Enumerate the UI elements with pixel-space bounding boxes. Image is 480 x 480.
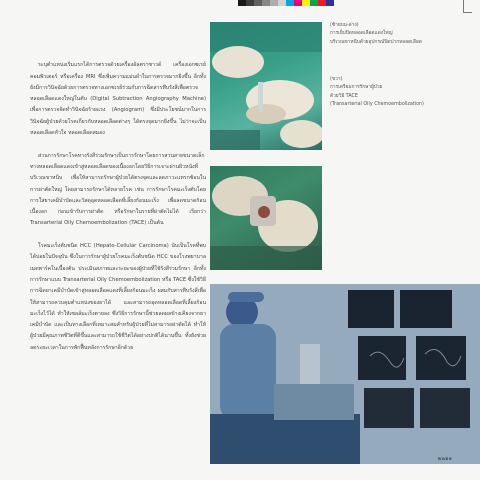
registration-swatch xyxy=(294,0,302,6)
article-body xyxy=(30,49,206,365)
registration-swatch xyxy=(310,0,318,6)
photo-closure-device xyxy=(210,166,322,270)
caption-bottom: (ขวา) การเตรียมการรักษาผู้ป่วย ด้วยวิธี TACE (Transarterial Oily Chemoembolization) xyxy=(330,77,424,108)
registration-swatch xyxy=(238,0,246,6)
registration-swatch xyxy=(262,0,270,6)
photo-angiography-room xyxy=(210,284,480,464)
registration-swatch xyxy=(246,0,254,6)
page-number: ๒๒๑๑ xyxy=(437,456,452,462)
registration-swatch xyxy=(318,0,326,6)
registration-swatch xyxy=(270,0,278,6)
body-paragraph-1: ระบุตำแหน่งเริ่มแรกได้การตรวจด้วยเครื่องอัลตราซาวด์ เครื่องเอกซเรย์คอมพิวเตอร์ หรือเครื่อง MRI ซึ่งเพิ่มความแม่นยำในการตรวจมากยิ่งขึ้น อีกทั้งยังมีการวินิจฉัยด้วยการตรวจทางเอกซเรย์ร่วมกับการฉีดสารทึบรังสีเพื่อตรวจหลอดเลือดแดงใหญ่ในตับ (Digital Subtraction Angiography Machine) เพื่อการตรวจจัดทำวินิจฉัยร้ายแรง (Angiogram) ซึ่งมีประโยชน์มากในการวินิจฉัยผู้ป่วยด้วยโรคเกี่ยวกับหลอดเลือดต่างๆ ได้ตรงจุดมากยิ่งขึ้น ไม่ว่าจะเป็นหลอดเลือดหัวใจ หลอดเลือดสมอง xyxy=(30,62,206,137)
registration-swatch xyxy=(278,0,286,6)
registration-swatch xyxy=(302,0,310,6)
registration-swatch xyxy=(326,0,334,6)
registration-swatch xyxy=(286,0,294,6)
registration-swatch xyxy=(254,0,262,6)
body-paragraph-2: ส่วนการรักษาโรคทางรังสีร่วมรักษาเป็นการรักษาโดยการสวนสายขนาดเล็กทางหลอดเลือดแดงเข้าสู่หลอดเลือดของเนื้องอกโดยวิธีการเจาะผ่านผิวหนังที่บริเวณขาหนีบ เพื่อให้สามารถรักษาผู้ป่วยได้ตรงจุดและลดภาวะแทรกซ้อนในการผ่าตัดใหญ่ โดยสามารถรักษาได้หลายโรค เช่น การรักษาโรคมะเร็งตับโดยการใส่ยาเคมีบำบัดและวัสดุอุดหลอดเลือดที่เลี้ยงก้อนมะเร็ง เพื่อลดขนาดก้อนเนื้องอก ก่อนเข้ารับการผ่าตัด หรือรักษาในรายที่ผ่าตัดไม่ได้ เรียกว่า Transarterial Oily Chemoembolization (TACE) เป็นต้น xyxy=(30,152,206,227)
body-paragraph-3: โรคมะเร็งตับชนิด HCC (Hepato-Cellular Carcinoma) นับเป็นโรคที่พบได้บ่อยในปัจจุบัน ซึ่งในการรักษาผู้ป่วยโรคมะเร็งตับชนิด HCC ของโรงพยาบาลเมดพาร์คในเบื้องต้น ประเมินสภาพและระยะของผู้ป่วยที่ใช้รังสีร่วมรักษา อีกทั้งการรักษาแบบ Transarterial Oily Chemoembolization หรือ TACE ซึ่งใช้วิธีการฉีดยาเคมีบำบัดเข้าสู่หลอดเลือดแดงที่เลี้ยงก้อนมะเร็ง ผสมกับสารทึบรังสีเพื่อให้สามารถควบคุมตำแหน่งของยาได้ และสามารถอุดหลอดเลือดที่เลี้ยงก้อนมะเร็งไว้ได้ ทำให้เซลล์มะเร็งตายลง ซึ่งวิธีการรักษานี้ช่วยลดผลข้างเคียงจากยาเคมีบำบัด และเป็นทางเลือกที่เหมาะสมสำหรับผู้ป่วยที่ไม่สามารถผ่าตัดได้ ทำให้ผู้ป่วยมีคุณภาพชีวิตที่ดีขึ้นและสามารถใช้ชีวิตได้อย่างปกติได้นานขึ้น ทั้งยังช่วยลดระยะเวลาในการพักฟื้นหลังการรักษาอีกด้วย xyxy=(30,243,206,351)
caption-top: (ซ้ายบน-ล่าง) การเย็บปิดหลอดเลือดแดงใหญ่ บริเวณขาหนีบด้วยอุปกรณ์ปิดปากหลอดเลือด xyxy=(330,23,422,45)
photo-surgery-gloves xyxy=(210,22,322,150)
crop-mark xyxy=(463,0,472,13)
color-registration-bar xyxy=(238,0,334,6)
